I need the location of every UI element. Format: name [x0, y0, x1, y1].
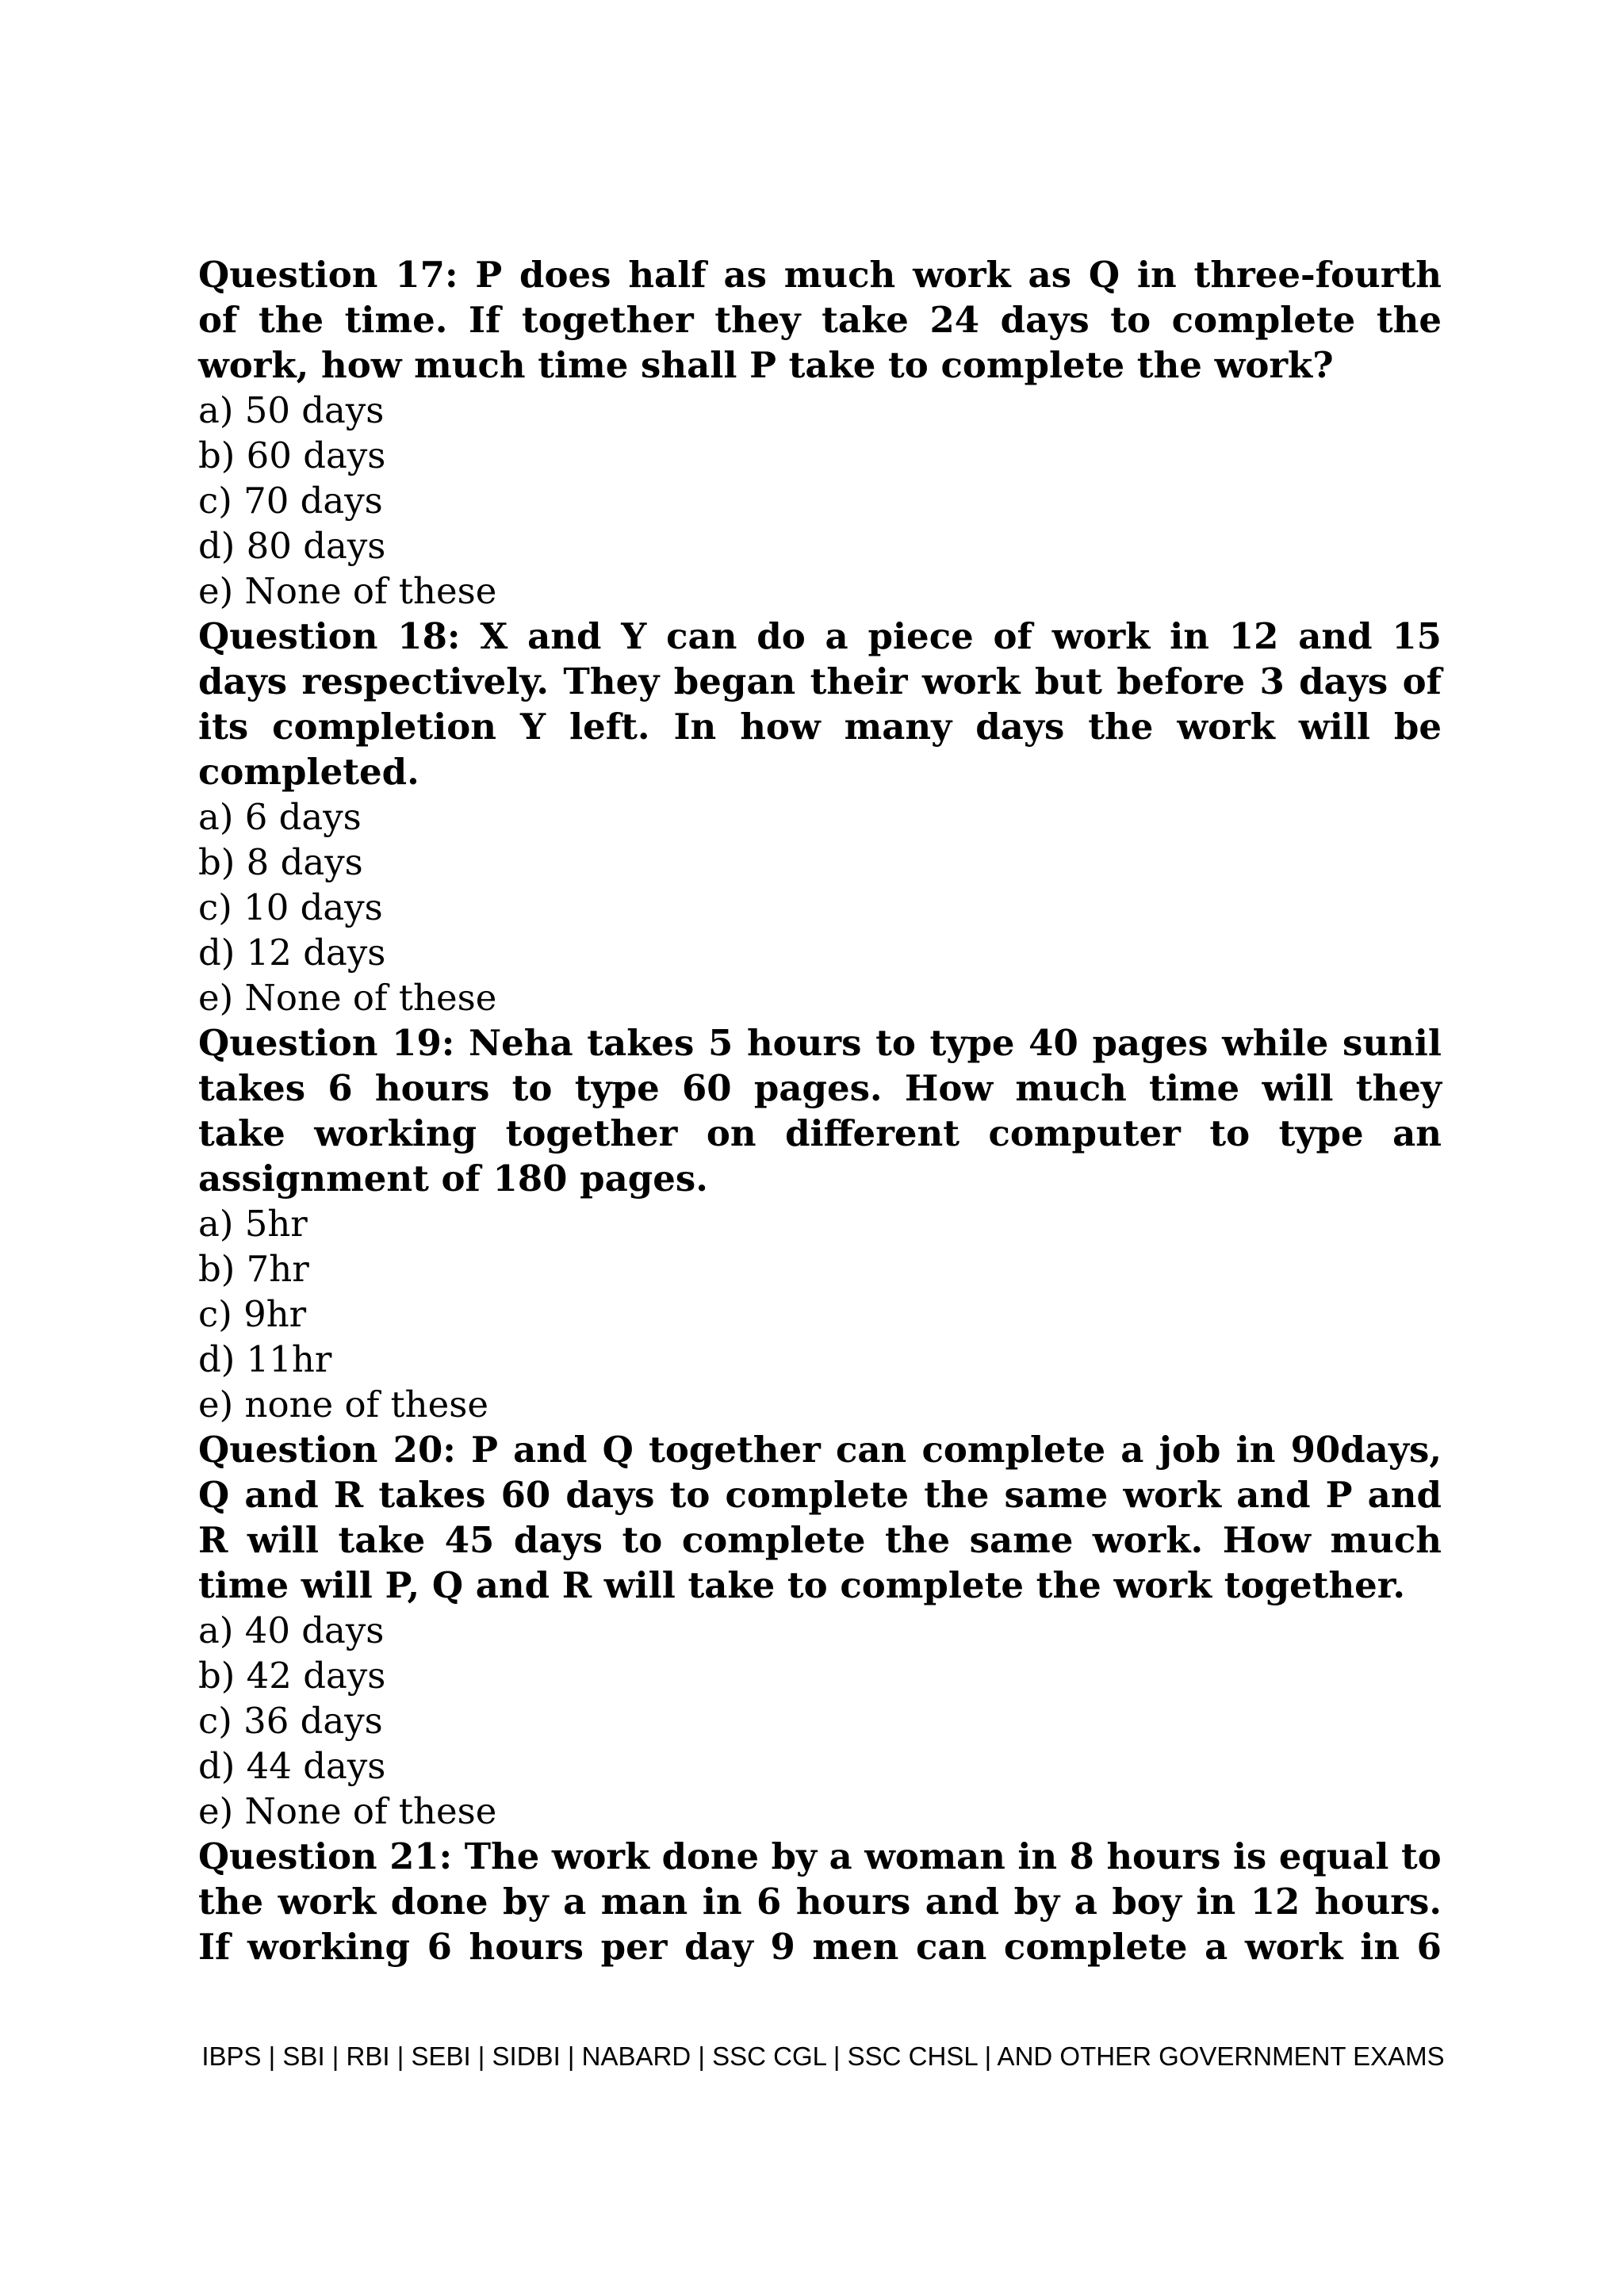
question-text-line: days respectively. They began their work but before 3 days of	[198, 660, 1442, 702]
question-block	[198, 1834, 1442, 1969]
answer-option: a) 6 days	[198, 796, 362, 838]
answer-option: c) 9hr	[198, 1293, 307, 1335]
question-text-line: completed.	[198, 751, 419, 793]
question-text-line: assignment of 180 pages.	[198, 1158, 708, 1200]
answer-option: a) 5hr	[198, 1203, 308, 1245]
question-text-line: Question 17: P does half as much work as Q in three-fourth	[198, 254, 1442, 296]
answer-option: b) 60 days	[198, 434, 386, 476]
answer-option: c) 10 days	[198, 886, 383, 928]
question-text-line: take working together on different computer to type an	[198, 1112, 1442, 1154]
question-text-line: Question 20: P and Q together can complete a job in 90days,	[198, 1429, 1442, 1471]
answer-option: a) 50 days	[198, 389, 385, 431]
answer-option: d) 80 days	[198, 525, 386, 567]
question-text-line: of the time. If together they take 24 days to complete the	[198, 299, 1442, 341]
answer-option: a) 40 days	[198, 1609, 385, 1651]
answer-option: e) None of these	[198, 977, 497, 1019]
answer-option: c) 36 days	[198, 1700, 383, 1742]
question-text-line: Question 19: Neha takes 5 hours to type 40 pages while sunil	[198, 1022, 1442, 1064]
answer-option: e) none of these	[198, 1383, 488, 1425]
answer-option: b) 42 days	[198, 1655, 386, 1697]
answer-option: d) 44 days	[198, 1745, 386, 1787]
question-text-line: time will P, Q and R will take to complete the work together.	[198, 1564, 1406, 1606]
question-block	[198, 614, 1442, 1020]
page-content	[198, 252, 1442, 1969]
question-text-line: Q and R takes 60 days to complete the same work and P and	[198, 1474, 1442, 1516]
question-text-line: Question 21: The work done by a woman in 8 hours is equal to	[198, 1835, 1442, 1877]
question-text-line: the work done by a man in 6 hours and by a boy in 12 hours.	[198, 1881, 1442, 1923]
question-text-line: takes 6 hours to type 60 pages. How much time will they	[198, 1067, 1442, 1109]
answer-option: d) 12 days	[198, 932, 386, 974]
answer-option: b) 8 days	[198, 841, 363, 883]
page-footer	[0, 2039, 1624, 2074]
answer-option: b) 7hr	[198, 1248, 309, 1290]
footer-text: IBPS | SBI | RBI | SEBI | SIDBI | NABARD | SSC CGL | SSC CHSL | AND OTHER GOVERNMENT EXAMS	[201, 2042, 1445, 2071]
question-text-line: R will take 45 days to complete the same work. How much	[198, 1519, 1442, 1561]
answer-option: d) 11hr	[198, 1338, 332, 1380]
question-block	[198, 252, 1442, 614]
answer-option: c) 70 days	[198, 480, 383, 522]
question-block	[198, 1020, 1442, 1427]
answer-option: e) None of these	[198, 1790, 497, 1832]
answer-option: e) None of these	[198, 570, 497, 612]
question-block	[198, 1427, 1442, 1834]
question-text-line: Question 18: X and Y can do a piece of work in 12 and 15	[198, 615, 1442, 657]
question-text-line: its completion Y left. In how many days the work will be	[198, 706, 1442, 748]
question-text-line: work, how much time shall P take to complete the work?	[198, 344, 1334, 386]
question-text-line: If working 6 hours per day 9 men can complete a work in 6	[198, 1926, 1442, 1968]
